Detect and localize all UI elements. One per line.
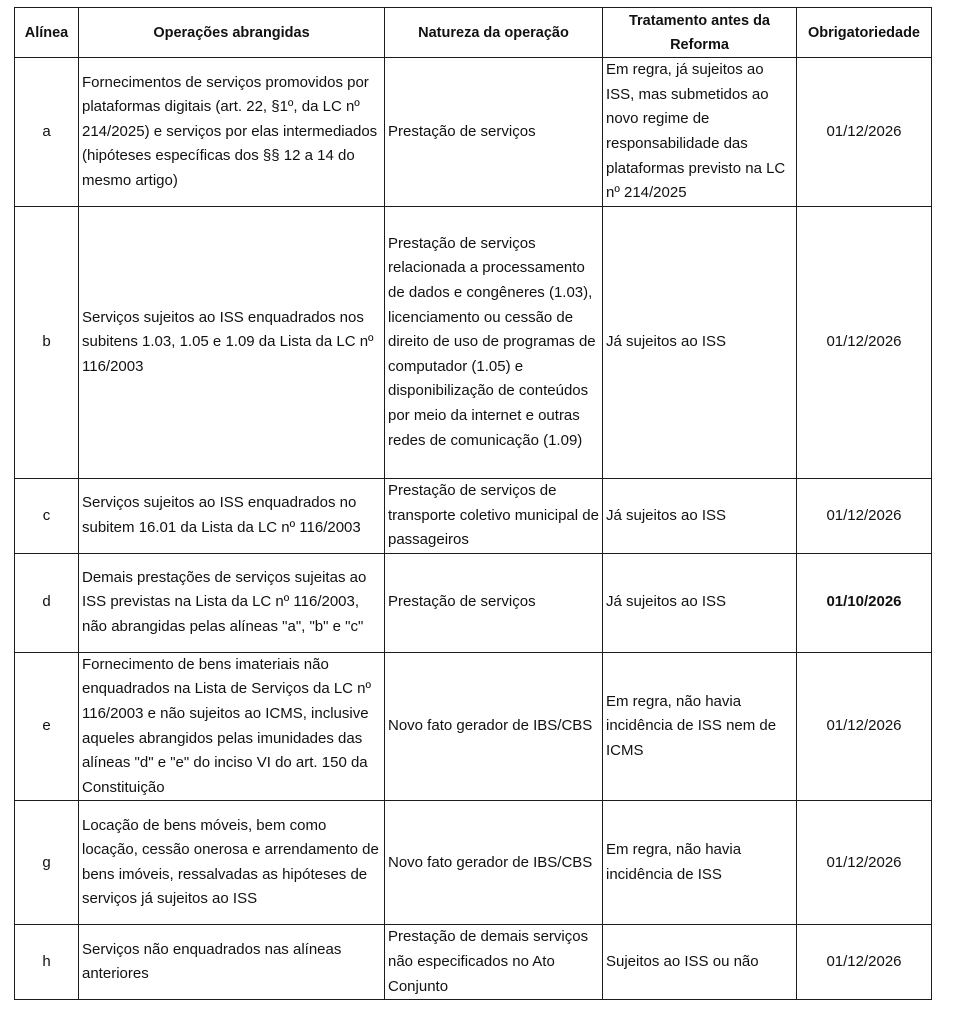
table-row: [15, 652, 932, 801]
header-obrigatoriedade: Obrigatoriedade: [797, 8, 932, 58]
cell-operacoes: Locação de bens móveis, bem como locação, cessão onerosa e arrendamento de bens imóveis, ressalvadas as hipóteses de serviços já sujeitos ao ISS: [79, 801, 385, 925]
table-row: [15, 207, 932, 479]
cell-natureza: Novo fato gerador de IBS/CBS: [385, 652, 603, 801]
cell-natureza: Prestação de serviços: [385, 58, 603, 207]
cell-natureza: Prestação de serviços relacionada a processamento de dados e congêneres (1.03), licenciamento ou cessão de direito de uso de programas de computador (1.05) e disponibilização de conteúdos por meio da internet e outras redes de comunicação (1.09): [385, 207, 603, 479]
table-container: [14, 7, 931, 1000]
header-row: [15, 8, 932, 58]
header-tratamento: Tratamento antes da Reforma: [603, 8, 797, 58]
cell-natureza: Novo fato gerador de IBS/CBS: [385, 801, 603, 925]
cell-tratamento: Em regra, não havia incidência de ISS nem de ICMS: [603, 652, 797, 801]
cell-alinea: h: [15, 925, 79, 1000]
cell-operacoes: Serviços não enquadrados nas alíneas anteriores: [79, 925, 385, 1000]
cell-natureza: Prestação de demais serviços não especificados no Ato Conjunto: [385, 925, 603, 1000]
cell-obrigatoriedade: 01/10/2026: [797, 553, 932, 652]
cell-tratamento: Já sujeitos ao ISS: [603, 479, 797, 554]
cell-alinea: c: [15, 479, 79, 554]
cell-obrigatoriedade: 01/12/2026: [797, 58, 932, 207]
cell-tratamento: Em regra, já sujeitos ao ISS, mas submetidos ao novo regime de responsabilidade das plataformas previsto na LC nº 214/2025: [603, 58, 797, 207]
cell-operacoes: Serviços sujeitos ao ISS enquadrados no subitem 16.01 da Lista da LC nº 116/2003: [79, 479, 385, 554]
table-row: [15, 801, 932, 925]
cell-alinea: e: [15, 652, 79, 801]
cell-operacoes: Fornecimentos de serviços promovidos por plataformas digitais (art. 22, §1º, da LC nº 214/2025) e serviços por elas intermediados (hipóteses específicas dos §§ 12 a 14 do mesmo artigo): [79, 58, 385, 207]
cell-obrigatoriedade: 01/12/2026: [797, 801, 932, 925]
header-natureza: Natureza da operação: [385, 8, 603, 58]
cell-obrigatoriedade: 01/12/2026: [797, 479, 932, 554]
cell-alinea: b: [15, 207, 79, 479]
table-row: [15, 58, 932, 207]
cell-natureza: Prestação de serviços: [385, 553, 603, 652]
reform-schedule-table: [14, 7, 932, 1000]
cell-obrigatoriedade: 01/12/2026: [797, 925, 932, 1000]
table-row: [15, 553, 932, 652]
cell-operacoes: Fornecimento de bens imateriais não enquadrados na Lista de Serviços da LC nº 116/2003 e não sujeitos ao ICMS, inclusive aqueles abrangidos pelas imunidades das alíneas "d" e "e" do inciso VI do art. 150 da Constituição: [79, 652, 385, 801]
cell-tratamento: Em regra, não havia incidência de ISS: [603, 801, 797, 925]
cell-alinea: g: [15, 801, 79, 925]
cell-obrigatoriedade: 01/12/2026: [797, 207, 932, 479]
header-operacoes: Operações abrangidas: [79, 8, 385, 58]
cell-operacoes: Serviços sujeitos ao ISS enquadrados nos subitens 1.03, 1.05 e 1.09 da Lista da LC nº 116/2003: [79, 207, 385, 479]
cell-operacoes: Demais prestações de serviços sujeitas ao ISS previstas na Lista da LC nº 116/2003, não abrangidas pelas alíneas "a", "b" e "c": [79, 553, 385, 652]
table-row: [15, 925, 932, 1000]
header-alinea: Alínea: [15, 8, 79, 58]
cell-natureza: Prestação de serviços de transporte coletivo municipal de passageiros: [385, 479, 603, 554]
cell-tratamento: Já sujeitos ao ISS: [603, 207, 797, 479]
cell-alinea: d: [15, 553, 79, 652]
cell-tratamento: Sujeitos ao ISS ou não: [603, 925, 797, 1000]
cell-obrigatoriedade: 01/12/2026: [797, 652, 932, 801]
cell-alinea: a: [15, 58, 79, 207]
cell-tratamento: Já sujeitos ao ISS: [603, 553, 797, 652]
table-row: [15, 479, 932, 554]
